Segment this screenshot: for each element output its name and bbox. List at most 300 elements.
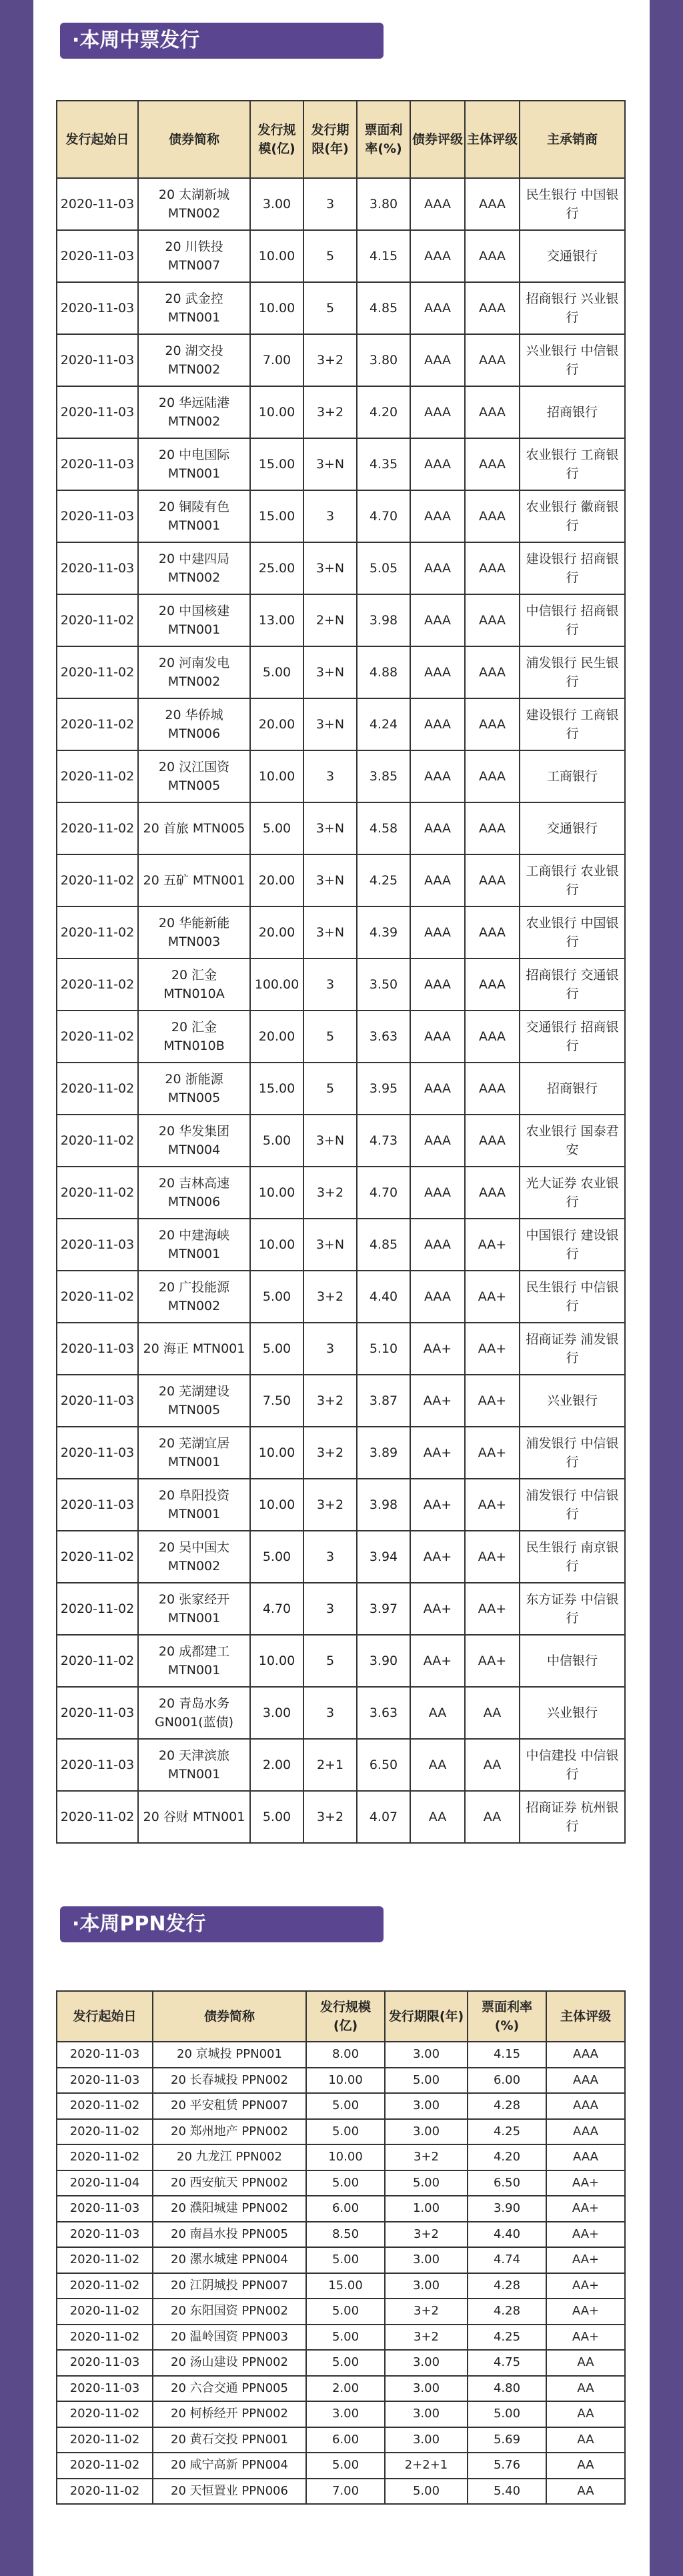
table-cell: 100.00 xyxy=(250,958,303,1011)
table-row xyxy=(57,2247,625,2273)
table-cell: 2020-11-02 xyxy=(57,594,138,646)
table-cell: AA+ xyxy=(465,1479,520,1531)
table-row xyxy=(57,1323,625,1375)
table-cell: 5.00 xyxy=(250,646,303,698)
table-cell: AA+ xyxy=(546,2273,625,2299)
table-cell: 3.87 xyxy=(357,1375,410,1427)
table-cell: 7.00 xyxy=(250,334,303,386)
table-row xyxy=(57,282,625,334)
table-cell: 20 南昌水投 PPN005 xyxy=(153,2222,306,2248)
table-cell: AAA xyxy=(410,1167,465,1219)
table-cell: 4.40 xyxy=(357,1271,410,1323)
table-cell: 5.69 xyxy=(468,2427,546,2453)
table-cell: 4.07 xyxy=(357,1791,410,1843)
table-cell: 4.85 xyxy=(357,1219,410,1271)
table-cell: 招商证券 浦发银行 xyxy=(520,1323,625,1375)
table-cell: 3.00 xyxy=(385,2093,468,2119)
table-cell: 4.25 xyxy=(468,2325,546,2351)
table-cell: 20 浙能源 MTN005 xyxy=(138,1063,250,1115)
table-cell: 3.00 xyxy=(385,2247,468,2273)
table-cell: AA+ xyxy=(546,2222,625,2248)
table-cell: 1.00 xyxy=(385,2196,468,2222)
table-row xyxy=(57,2299,625,2325)
table-cell: 20 张家经开 MTN001 xyxy=(138,1583,250,1635)
table-cell: 5 xyxy=(303,1635,357,1687)
table-cell: AA xyxy=(465,1739,520,1791)
table-cell: 浦发银行 民生银行 xyxy=(520,646,625,698)
table-row xyxy=(57,2222,625,2248)
column-header: 主体评级 xyxy=(546,1991,625,2042)
table-row xyxy=(57,334,625,386)
table-cell: AAA xyxy=(410,906,465,958)
table-cell: 3 xyxy=(303,1687,357,1739)
table-cell: 4.75 xyxy=(468,2350,546,2376)
table-cell: AAA xyxy=(465,1011,520,1063)
table-cell: 2+1 xyxy=(303,1739,357,1791)
table-cell: 20 咸宁高新 PPN004 xyxy=(153,2453,306,2479)
table-cell: AAA xyxy=(465,698,520,750)
table-cell: 20 河南发电 MTN002 xyxy=(138,646,250,698)
table-cell: 2.00 xyxy=(306,2376,385,2402)
table-cell: 2020-11-02 xyxy=(57,1115,138,1167)
table-row xyxy=(57,1271,625,1323)
table-cell: 3+N xyxy=(303,906,357,958)
table-row xyxy=(57,1531,625,1583)
table-cell: 2020-11-02 xyxy=(57,1583,138,1635)
table-cell: AAA xyxy=(465,1167,520,1219)
table-row xyxy=(57,386,625,438)
table-cell: 4.40 xyxy=(468,2222,546,2248)
table-cell: 4.70 xyxy=(357,1167,410,1219)
table-cell: 2020-11-03 xyxy=(57,2376,153,2402)
table-cell: 10.00 xyxy=(250,282,303,334)
table-row xyxy=(57,698,625,750)
table-cell: 20.00 xyxy=(250,854,303,906)
table-cell: 4.28 xyxy=(468,2273,546,2299)
table-cell: AAA xyxy=(465,542,520,594)
table-cell: 3.50 xyxy=(357,958,410,1011)
table-cell: 中国银行 建设银行 xyxy=(520,1219,625,1271)
table-cell: 10.00 xyxy=(250,750,303,802)
table-cell: 20 中国核建 MTN001 xyxy=(138,594,250,646)
table-cell: 3 xyxy=(303,958,357,1011)
table-row xyxy=(57,2093,625,2119)
table-cell: 20 西安航天 PPN002 xyxy=(153,2170,306,2196)
table-cell: 农业银行 国泰君安 xyxy=(520,1115,625,1167)
table-cell: 10.00 xyxy=(250,1635,303,1687)
table-cell: 20 湖交投 MTN002 xyxy=(138,334,250,386)
table-cell: 3+2 xyxy=(303,1375,357,1427)
table-cell: 招商银行 xyxy=(520,386,625,438)
table-cell: 2020-11-03 xyxy=(57,542,138,594)
table-cell: 6.00 xyxy=(306,2196,385,2222)
table-cell: AAA xyxy=(465,178,520,230)
table-cell: 4.39 xyxy=(357,906,410,958)
table-row xyxy=(57,1635,625,1687)
table-cell: AAA xyxy=(410,646,465,698)
table-cell: 20.00 xyxy=(250,698,303,750)
table-cell: 2020-11-02 xyxy=(57,2299,153,2325)
table-cell: AAA xyxy=(410,438,465,490)
table-cell: 4.24 xyxy=(357,698,410,750)
table-row xyxy=(57,1791,625,1843)
column-header: 发行起始日 xyxy=(57,101,138,178)
table-cell: 2020-11-02 xyxy=(57,1635,138,1687)
table-cell: 15.00 xyxy=(306,2273,385,2299)
table-cell: 3+2 xyxy=(385,2222,468,2248)
section-title-ppn xyxy=(60,1906,384,1942)
table-row xyxy=(57,802,625,854)
table-cell: 8.00 xyxy=(306,2042,385,2068)
table-cell: 20 阜阳投资 MTN001 xyxy=(138,1479,250,1531)
table-cell: 2020-11-03 xyxy=(57,1323,138,1375)
table-cell: 2020-11-03 xyxy=(57,1219,138,1271)
table-cell: 20 成都建工 MTN001 xyxy=(138,1635,250,1687)
table-cell: 2020-11-02 xyxy=(57,802,138,854)
table-cell: 4.58 xyxy=(357,802,410,854)
table-cell: 交通银行 xyxy=(520,230,625,282)
table-cell: 2020-11-02 xyxy=(57,2093,153,2119)
table-cell: 2020-11-02 xyxy=(57,1167,138,1219)
table-cell: AAA xyxy=(465,802,520,854)
table-cell: 20 黄石交投 PPN001 xyxy=(153,2427,306,2453)
table-row xyxy=(57,1687,625,1739)
table-cell: 工商银行 xyxy=(520,750,625,802)
table-cell: 3.00 xyxy=(385,2042,468,2068)
table-cell: 20 华侨城 MTN006 xyxy=(138,698,250,750)
table-cell: 4.35 xyxy=(357,438,410,490)
table-cell: 3.94 xyxy=(357,1531,410,1583)
section-title-text: ·本周中票发行 xyxy=(72,29,200,52)
table-row xyxy=(57,2273,625,2299)
table-cell: 20 平安租赁 PPN007 xyxy=(153,2093,306,2119)
table-cell: 20 江阴城投 PPN007 xyxy=(153,2273,306,2299)
table-cell: AA+ xyxy=(546,2299,625,2325)
table-header-row xyxy=(57,101,625,178)
table-cell: 农业银行 中国银行 xyxy=(520,906,625,958)
table-cell: AA+ xyxy=(546,2170,625,2196)
table-cell: 3+2 xyxy=(385,2299,468,2325)
table-cell: AAA xyxy=(465,1115,520,1167)
table-cell: 5.76 xyxy=(468,2453,546,2479)
table-cell: 3+2 xyxy=(303,1479,357,1531)
table-cell: 20 华能新能 MTN003 xyxy=(138,906,250,958)
table-cell: 交通银行 xyxy=(520,802,625,854)
table-cell: AAA xyxy=(546,2042,625,2068)
table-cell: AA+ xyxy=(465,1583,520,1635)
table-cell: 20 吴中国太 MTN002 xyxy=(138,1531,250,1583)
table-cell: AA+ xyxy=(546,2325,625,2351)
table-cell: 5.05 xyxy=(357,542,410,594)
table-cell: 5.00 xyxy=(468,2401,546,2427)
table-cell: 4.20 xyxy=(357,386,410,438)
table-row xyxy=(57,2144,625,2170)
table-cell: 20 柯桥经开 PPN002 xyxy=(153,2401,306,2427)
table-cell: 光大证券 农业银行 xyxy=(520,1167,625,1219)
table-cell: AAA xyxy=(410,334,465,386)
column-header: 债券评级 xyxy=(410,101,465,178)
table-cell: 交通银行 招商银行 xyxy=(520,1011,625,1063)
table-cell: 6.50 xyxy=(468,2170,546,2196)
table-cell: 3.00 xyxy=(250,1687,303,1739)
table-row xyxy=(57,2376,625,2402)
table-cell: 20 武金控 MTN001 xyxy=(138,282,250,334)
table-cell: 民生银行 中信银行 xyxy=(520,1271,625,1323)
table-cell: 5.00 xyxy=(385,2068,468,2094)
table-cell: 5.00 xyxy=(385,2479,468,2505)
table-cell: 3.95 xyxy=(357,1063,410,1115)
table-cell: 20 芜湖宜居 MTN001 xyxy=(138,1427,250,1479)
table-cell: 10.00 xyxy=(250,1219,303,1271)
table-cell: 13.00 xyxy=(250,594,303,646)
table-row xyxy=(57,1011,625,1063)
table-cell: 20 谷财 MTN001 xyxy=(138,1791,250,1843)
table-cell: 3.00 xyxy=(385,2427,468,2453)
table-cell: 3+N xyxy=(303,1115,357,1167)
table-cell: AAA xyxy=(410,1219,465,1271)
table-cell: 5.00 xyxy=(250,1531,303,1583)
table-cell: AA xyxy=(410,1791,465,1843)
table-cell: 3.98 xyxy=(357,594,410,646)
table-cell: 3.63 xyxy=(357,1011,410,1063)
column-header: 主体评级 xyxy=(465,101,520,178)
table-cell: 5.00 xyxy=(306,2325,385,2351)
table-cell: 4.74 xyxy=(468,2247,546,2273)
column-header: 发行期限(年) xyxy=(303,101,357,178)
table-cell: AAA xyxy=(465,1063,520,1115)
table-cell: 5.00 xyxy=(306,2453,385,2479)
table-cell: AA+ xyxy=(465,1271,520,1323)
table-cell: 3.90 xyxy=(468,2196,546,2222)
table-cell: 4.20 xyxy=(468,2144,546,2170)
table-row xyxy=(57,750,625,802)
table-cell: AAA xyxy=(465,334,520,386)
section-title-text: ·本周PPN发行 xyxy=(72,1912,206,1936)
table-cell: 3 xyxy=(303,1583,357,1635)
table-row xyxy=(57,542,625,594)
table-cell: AA xyxy=(546,2453,625,2479)
table-cell: 工商银行 农业银行 xyxy=(520,854,625,906)
table-cell: AA xyxy=(546,2350,625,2376)
table-cell: 2020-11-03 xyxy=(57,438,138,490)
table-row xyxy=(57,2196,625,2222)
table-cell: 20 汤山建设 PPN002 xyxy=(153,2350,306,2376)
table-cell: AA xyxy=(546,2376,625,2402)
table-cell: 3.63 xyxy=(357,1687,410,1739)
table-cell: 2020-11-02 xyxy=(57,2325,153,2351)
table-cell: AA+ xyxy=(465,1635,520,1687)
table-cell: 2020-11-03 xyxy=(57,386,138,438)
table-cell: 5.00 xyxy=(306,2170,385,2196)
table-cell: 2020-11-02 xyxy=(57,1271,138,1323)
table-cell: 2020-11-03 xyxy=(57,1479,138,1531)
table-cell: 东方证券 中信银行 xyxy=(520,1583,625,1635)
table-cell: 2020-11-03 xyxy=(57,2196,153,2222)
table-cell: 3+N xyxy=(303,802,357,854)
table-cell: 浦发银行 中信银行 xyxy=(520,1427,625,1479)
table-cell: 3+2 xyxy=(303,334,357,386)
table-cell: 浦发银行 中信银行 xyxy=(520,1479,625,1531)
table-cell: AA xyxy=(546,2479,625,2505)
table-row xyxy=(57,906,625,958)
table-row xyxy=(57,2453,625,2479)
table-cell: 4.15 xyxy=(468,2042,546,2068)
column-header: 票面利率(%) xyxy=(468,1991,546,2042)
table-cell: 3.00 xyxy=(385,2273,468,2299)
table-cell: 5.00 xyxy=(306,2247,385,2273)
table-cell: 2020-11-03 xyxy=(57,1687,138,1739)
table-cell: 4.25 xyxy=(468,2119,546,2145)
table-cell: 3+N xyxy=(303,542,357,594)
table-cell: 5.00 xyxy=(250,1791,303,1843)
table-cell: 2020-11-02 xyxy=(57,906,138,958)
table-row xyxy=(57,2042,625,2068)
table-cell: 4.28 xyxy=(468,2093,546,2119)
table-cell: 3.98 xyxy=(357,1479,410,1531)
table-cell: 5 xyxy=(303,230,357,282)
table-cell: 招商银行 xyxy=(520,1063,625,1115)
table-cell: 20 天恒置业 PPN006 xyxy=(153,2479,306,2505)
table-cell: 建设银行 招商银行 xyxy=(520,542,625,594)
table-row xyxy=(57,1115,625,1167)
table-cell: 20.00 xyxy=(250,1011,303,1063)
table-cell: AAA xyxy=(410,1063,465,1115)
table-cell: 20 汇金 MTN010A xyxy=(138,958,250,1011)
table-cell: 2020-11-03 xyxy=(57,230,138,282)
table-cell: AA+ xyxy=(465,1323,520,1375)
table-cell: 10.00 xyxy=(306,2144,385,2170)
table-cell: 20 吉林高速 MTN006 xyxy=(138,1167,250,1219)
table-header-row xyxy=(57,1991,625,2042)
table-cell: 20 漯水城建 PPN004 xyxy=(153,2247,306,2273)
table-cell: 20 郑州地产 PPN002 xyxy=(153,2119,306,2145)
table-cell: AAA xyxy=(465,438,520,490)
table-cell: 4.73 xyxy=(357,1115,410,1167)
table-cell: 2020-11-03 xyxy=(57,1375,138,1427)
table-cell: 2020-11-03 xyxy=(57,1739,138,1791)
table-cell: 7.00 xyxy=(306,2479,385,2505)
table-row xyxy=(57,854,625,906)
table-cell: 3.00 xyxy=(306,2401,385,2427)
table-cell: 5.40 xyxy=(468,2479,546,2505)
table-cell: 3.00 xyxy=(385,2401,468,2427)
table-cell: 20 濮阳城建 PPN002 xyxy=(153,2196,306,2222)
table-cell: 6.00 xyxy=(306,2427,385,2453)
table-cell: 招商证券 杭州银行 xyxy=(520,1791,625,1843)
table-cell: 20 广投能源 MTN002 xyxy=(138,1271,250,1323)
table-cell: 10.00 xyxy=(250,1427,303,1479)
table-cell: 3 xyxy=(303,750,357,802)
table-cell: 民生银行 南京银行 xyxy=(520,1531,625,1583)
table-cell: 20 铜陵有色 MTN001 xyxy=(138,490,250,542)
table-cell: AAA xyxy=(410,854,465,906)
table-cell: 3.80 xyxy=(357,334,410,386)
table-cell: 3+2 xyxy=(303,1167,357,1219)
table-cell: 建设银行 工商银行 xyxy=(520,698,625,750)
table-cell: 2020-11-03 xyxy=(57,2068,153,2094)
table-cell: 7.50 xyxy=(250,1375,303,1427)
table-cell: 5.00 xyxy=(306,2119,385,2145)
table-row xyxy=(57,2068,625,2094)
table-cell: AAA xyxy=(465,750,520,802)
table-cell: 5.00 xyxy=(250,1115,303,1167)
table-row xyxy=(57,1583,625,1635)
table-cell: AAA xyxy=(410,958,465,1011)
table-cell: 2020-11-02 xyxy=(57,2119,153,2145)
table-cell: 20 长春城投 PPN002 xyxy=(153,2068,306,2094)
table-cell: AAA xyxy=(465,490,520,542)
table-cell: 农业银行 工商银行 xyxy=(520,438,625,490)
table-cell: 3 xyxy=(303,178,357,230)
table-cell: 4.25 xyxy=(357,854,410,906)
table-cell: AAA xyxy=(410,1115,465,1167)
table-cell: AAA xyxy=(410,594,465,646)
table-row xyxy=(57,1219,625,1271)
table-cell: AA+ xyxy=(410,1427,465,1479)
table-cell: 2020-11-03 xyxy=(57,2222,153,2248)
table-cell: 3.97 xyxy=(357,1583,410,1635)
table-cell: 2020-11-02 xyxy=(57,854,138,906)
table-cell: AAA xyxy=(410,802,465,854)
table-cell: 2020-11-02 xyxy=(57,1063,138,1115)
table-cell: AA+ xyxy=(410,1375,465,1427)
table-row xyxy=(57,2119,625,2145)
table-cell: 招商银行 交通银行 xyxy=(520,958,625,1011)
table-cell: 中信建投 中信银行 xyxy=(520,1739,625,1791)
table-row xyxy=(57,2479,625,2505)
table-cell: 2020-11-03 xyxy=(57,282,138,334)
table-cell: 4.88 xyxy=(357,646,410,698)
table-cell: 2020-11-02 xyxy=(57,2247,153,2273)
table-cell: AA xyxy=(410,1687,465,1739)
table-cell: AA xyxy=(465,1687,520,1739)
table-cell: 招商银行 兴业银行 xyxy=(520,282,625,334)
table-cell: AAA xyxy=(410,1011,465,1063)
table-cell: 中信银行 xyxy=(520,1635,625,1687)
table-cell: 3.00 xyxy=(385,2350,468,2376)
table-cell: 20 汇金 MTN010B xyxy=(138,1011,250,1063)
table-cell: 农业银行 徽商银行 xyxy=(520,490,625,542)
table-cell: 15.00 xyxy=(250,490,303,542)
table-cell: 20 中电国际 MTN001 xyxy=(138,438,250,490)
table-cell: 5.00 xyxy=(306,2350,385,2376)
table-cell: 兴业银行 xyxy=(520,1375,625,1427)
table-cell: 2020-11-03 xyxy=(57,1427,138,1479)
table-cell: 2020-11-03 xyxy=(57,490,138,542)
table-cell: 20 东阳国资 PPN002 xyxy=(153,2299,306,2325)
table-cell: AA+ xyxy=(410,1583,465,1635)
table-cell: AAA xyxy=(410,542,465,594)
table-cell: 20 五矿 MTN001 xyxy=(138,854,250,906)
table-row xyxy=(57,1427,625,1479)
table-cell: 3.00 xyxy=(385,2119,468,2145)
section-title-mtn xyxy=(60,23,384,59)
table-cell: 2020-11-02 xyxy=(57,1531,138,1583)
table-cell: AAA xyxy=(546,2093,625,2119)
table-cell: 25.00 xyxy=(250,542,303,594)
table-cell: 2020-11-02 xyxy=(57,2401,153,2427)
table-cell: 2+2+1 xyxy=(385,2453,468,2479)
table-cell: 20 汉江国资 MTN005 xyxy=(138,750,250,802)
table-cell: 2020-11-02 xyxy=(57,1791,138,1843)
table-cell: AAA xyxy=(465,386,520,438)
table-cell: AAA xyxy=(410,230,465,282)
table-cell: 20 海正 MTN001 xyxy=(138,1323,250,1375)
column-header: 债券简称 xyxy=(153,1991,306,2042)
table-cell: 5 xyxy=(303,1063,357,1115)
table-cell: 2020-11-02 xyxy=(57,2453,153,2479)
table-cell: AAA xyxy=(410,178,465,230)
